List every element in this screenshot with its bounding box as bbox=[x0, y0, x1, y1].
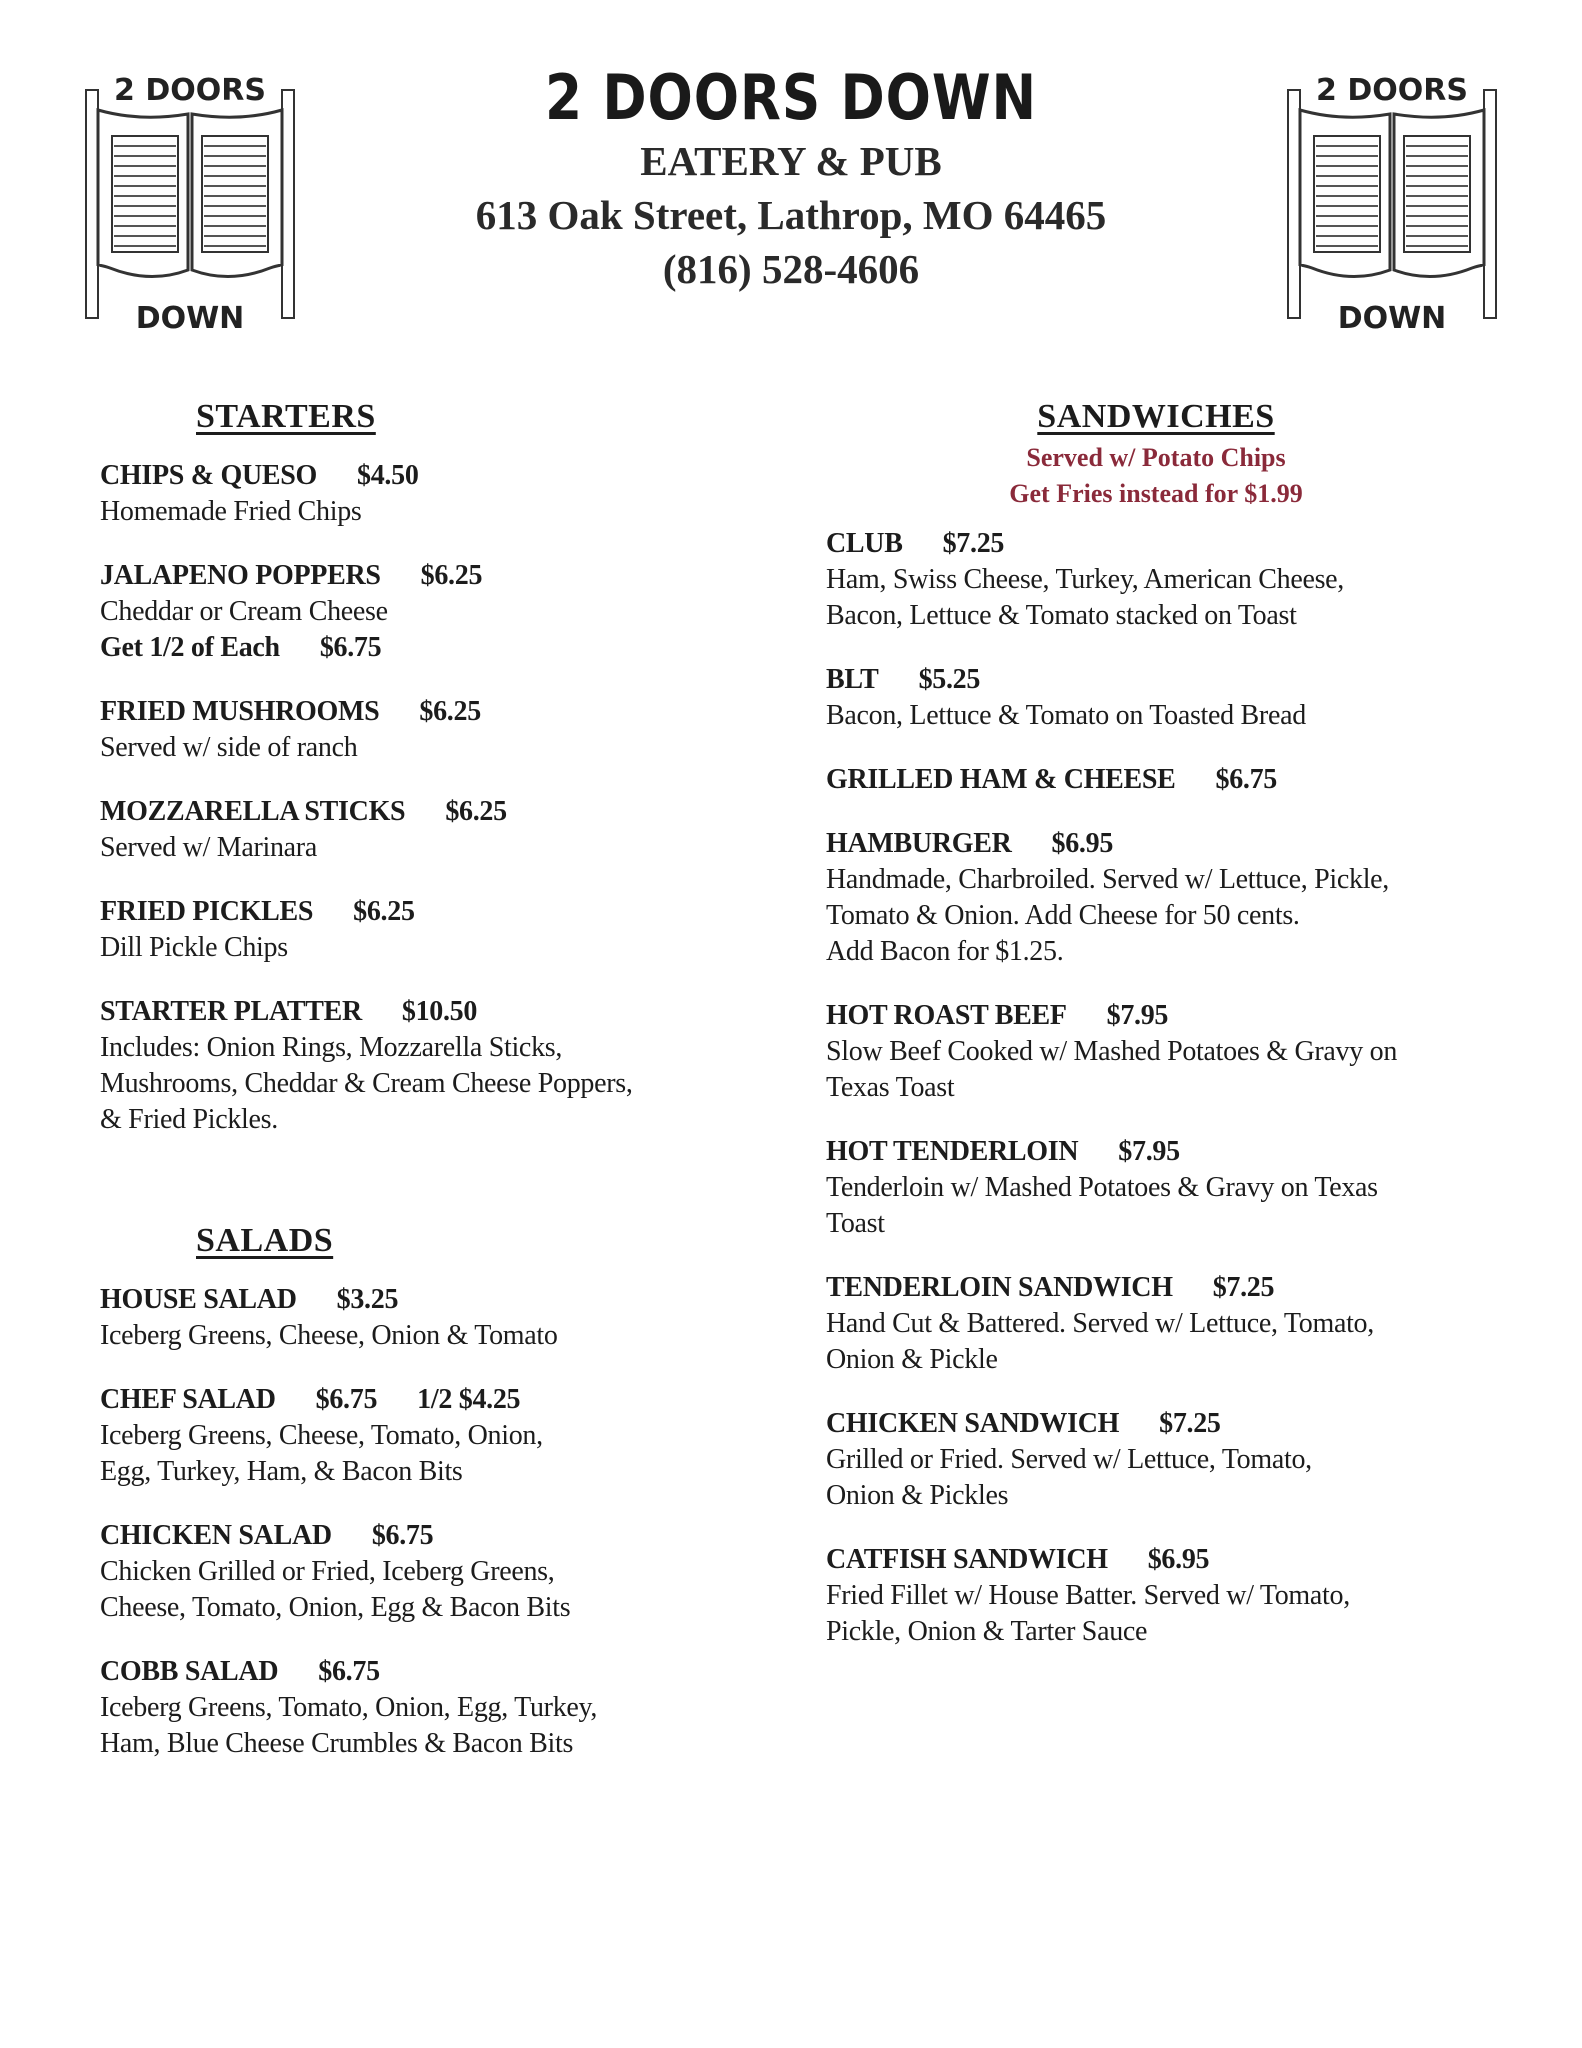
address: 613 Oak Street, Lathrop, MO 64465 bbox=[475, 192, 1107, 238]
item-description-line: Iceberg Greens, Tomato, Onion, Egg, Turkey, bbox=[100, 1692, 598, 1723]
item-description-line: Tenderloin w/ Mashed Potatoes & Gravy on Texas bbox=[826, 1172, 1378, 1203]
menu-item bbox=[100, 994, 780, 1138]
item-price: $6.25 bbox=[353, 896, 415, 927]
item-price: $7.95 bbox=[1118, 1136, 1180, 1167]
item-description-line: Cheese, Tomato, Onion, Egg & Bacon Bits bbox=[100, 1592, 571, 1623]
menu-header bbox=[360, 62, 1222, 296]
menu-item bbox=[826, 998, 1546, 1106]
item-description-line: Bacon, Lettuce & Tomato stacked on Toast bbox=[826, 600, 1297, 631]
item-description-line: Texas Toast bbox=[826, 1072, 955, 1103]
item-price: $6.75 bbox=[1215, 764, 1278, 795]
item-name: HOUSE SALAD bbox=[100, 1284, 297, 1315]
item-price: $7.25 bbox=[1159, 1408, 1221, 1439]
menu-item bbox=[826, 762, 1546, 798]
item-description-line: Chicken Grilled or Fried, Iceberg Greens, bbox=[100, 1556, 555, 1587]
item-description: Dill Pickle Chips bbox=[100, 932, 288, 963]
item-name: GRILLED HAM & CHEESE bbox=[826, 764, 1176, 795]
menu-item bbox=[100, 894, 780, 966]
item-description-line: Mushrooms, Cheddar & Cream Cheese Poppers, bbox=[100, 1068, 633, 1099]
item-price: $5.25 bbox=[918, 664, 981, 695]
item-name: CATFISH SANDWICH bbox=[826, 1544, 1108, 1575]
item-description: Served w/ Marinara bbox=[100, 832, 317, 863]
menu-item bbox=[100, 1518, 780, 1626]
item-description-line: Includes: Onion Rings, Mozzarella Sticks, bbox=[100, 1032, 563, 1063]
menu-item bbox=[100, 1654, 780, 1762]
item-name: CHIPS & QUESO bbox=[100, 460, 318, 491]
item-description: Homemade Fried Chips bbox=[100, 496, 362, 527]
item-name: CLUB bbox=[826, 528, 903, 559]
item-description-line: Onion & Pickles bbox=[826, 1480, 1009, 1511]
item-description-line: Tomato & Onion. Add Cheese for 50 cents. bbox=[826, 900, 1300, 931]
brand-subtitle: EATERY & PUB bbox=[640, 138, 942, 184]
sandwiches-heading: SANDWICHES bbox=[1037, 398, 1275, 435]
menu-item bbox=[100, 1282, 780, 1354]
menu-item bbox=[100, 694, 780, 766]
item-name: MOZZARELLA STICKS bbox=[100, 796, 406, 827]
logo-right bbox=[1282, 70, 1502, 340]
item-description-line: Toast bbox=[826, 1208, 885, 1239]
item-description-line: & Fried Pickles. bbox=[100, 1104, 278, 1135]
item-price: $10.50 bbox=[401, 996, 478, 1027]
item-description: Served w/ side of ranch bbox=[100, 732, 358, 763]
item-price: $3.25 bbox=[336, 1284, 399, 1315]
saloon-doors-icon bbox=[1282, 70, 1502, 340]
item-price: $6.75 bbox=[318, 1656, 380, 1687]
brand-title: 2 DOORS DOWN bbox=[545, 61, 1037, 134]
menu-item bbox=[826, 526, 1546, 634]
right-column bbox=[826, 398, 1546, 1650]
logo-bottom-text: DOWN bbox=[135, 301, 245, 336]
item-price: $7.25 bbox=[942, 528, 1005, 559]
logo-bottom-text: DOWN bbox=[1337, 301, 1447, 336]
item-price: $6.25 bbox=[445, 796, 507, 827]
item-description-line: Hand Cut & Battered. Served w/ Lettuce, Tomato, bbox=[826, 1308, 1374, 1339]
logo-top-text: 2 DOORS bbox=[114, 73, 266, 108]
sandwiches-fries-note: Get Fries instead for $1.99 bbox=[1009, 479, 1303, 508]
logo-top-text: 2 DOORS bbox=[1316, 73, 1468, 108]
item-description-line: Onion & Pickle bbox=[826, 1344, 998, 1375]
item-name: TENDERLOIN SANDWICH bbox=[826, 1272, 1173, 1303]
item-description-line: Iceberg Greens, Cheese, Tomato, Onion, bbox=[100, 1420, 543, 1451]
item-price: $6.95 bbox=[1051, 828, 1114, 859]
logo-left bbox=[80, 70, 300, 340]
item-price: $6.95 bbox=[1147, 1544, 1210, 1575]
item-description-line: Ham, Blue Cheese Crumbles & Bacon Bits bbox=[100, 1728, 574, 1759]
menu-item bbox=[100, 1382, 780, 1490]
item-price: $4.50 bbox=[357, 460, 419, 491]
item-half-price: 1/2 $4.25 bbox=[417, 1384, 521, 1415]
item-name: JALAPENO POPPERS bbox=[100, 560, 381, 591]
item-name: FRIED MUSHROOMS bbox=[100, 696, 380, 727]
menu-item bbox=[826, 1542, 1546, 1650]
item-description-line: Slow Beef Cooked w/ Mashed Potatoes & Gravy on bbox=[826, 1036, 1398, 1067]
item-description-line: Pickle, Onion & Tarter Sauce bbox=[826, 1616, 1148, 1647]
item-name: STARTER PLATTER bbox=[100, 996, 362, 1027]
item-price: $6.75 bbox=[371, 1520, 434, 1551]
menu-item bbox=[826, 1406, 1546, 1514]
item-price: $6.25 bbox=[420, 560, 483, 591]
item-price: $7.25 bbox=[1212, 1272, 1275, 1303]
item-name: HAMBURGER bbox=[826, 828, 1012, 859]
item-description: Bacon, Lettuce & Tomato on Toasted Bread bbox=[826, 700, 1306, 731]
saloon-doors-icon bbox=[80, 70, 300, 340]
item-name: BLT bbox=[826, 664, 879, 695]
item-name: CHICKEN SANDWICH bbox=[826, 1408, 1120, 1439]
item-description: Iceberg Greens, Cheese, Onion & Tomato bbox=[100, 1320, 558, 1351]
item-price: $6.75 bbox=[315, 1384, 378, 1415]
item-description-line: Fried Fillet w/ House Batter. Served w/ Tomato, bbox=[826, 1580, 1350, 1611]
item-name: CHICKEN SALAD bbox=[100, 1520, 332, 1551]
salads-heading: SALADS bbox=[196, 1222, 334, 1259]
item-price: $6.25 bbox=[419, 696, 481, 727]
menu-item bbox=[100, 794, 780, 866]
item-name: COBB SALAD bbox=[100, 1656, 279, 1687]
left-column bbox=[100, 398, 780, 1762]
item-option-label: Get 1/2 of Each bbox=[100, 632, 280, 663]
menu-item bbox=[826, 1134, 1546, 1242]
starters-heading: STARTERS bbox=[196, 398, 376, 435]
menu-item bbox=[826, 662, 1546, 734]
menu-item bbox=[826, 826, 1546, 970]
menu-item bbox=[826, 1270, 1546, 1378]
item-description-line: Add Bacon for $1.25. bbox=[826, 936, 1064, 967]
item-name: HOT ROAST BEEF bbox=[826, 1000, 1067, 1031]
menu-item bbox=[100, 458, 780, 530]
item-description-line: Egg, Turkey, Ham, & Bacon Bits bbox=[100, 1456, 463, 1487]
sandwiches-note: Served w/ Potato Chips bbox=[1026, 443, 1286, 472]
menu-item bbox=[100, 558, 780, 666]
item-option-price: $6.75 bbox=[319, 632, 382, 663]
item-name: HOT TENDERLOIN bbox=[826, 1136, 1079, 1167]
phone-number: (816) 528-4606 bbox=[662, 246, 920, 292]
item-description-line: Grilled or Fried. Served w/ Lettuce, Tomato, bbox=[826, 1444, 1312, 1475]
item-description: Cheddar or Cream Cheese bbox=[100, 596, 388, 627]
item-name: FRIED PICKLES bbox=[100, 896, 314, 927]
item-price: $7.95 bbox=[1106, 1000, 1169, 1031]
item-name: CHEF SALAD bbox=[100, 1384, 276, 1415]
item-description-line: Handmade, Charbroiled. Served w/ Lettuce, Pickle, bbox=[826, 864, 1390, 895]
item-description-line: Ham, Swiss Cheese, Turkey, American Cheese, bbox=[826, 564, 1344, 595]
